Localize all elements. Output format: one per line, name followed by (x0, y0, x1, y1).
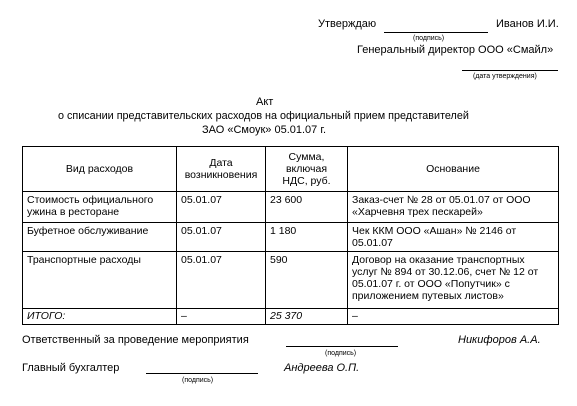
cell-date: 05.01.07 (177, 192, 266, 223)
cell-amount: 590 (266, 252, 348, 309)
header-line: возникновения (184, 169, 258, 181)
responsible-signature-line (286, 346, 398, 347)
cell-amount: 1 180 (266, 223, 348, 252)
accountant-name: Андреева О.П. (284, 362, 360, 374)
total-label: ИТОГО: (23, 309, 177, 325)
column-header-date (177, 147, 266, 192)
cell-line: Стоимость официального (27, 194, 154, 206)
total-date: – (177, 309, 266, 325)
header-line: включая (285, 163, 328, 175)
table-header-row (23, 147, 559, 192)
cell-line: Договор на оказание транспортных (352, 254, 525, 266)
approval-date-line (462, 70, 558, 71)
header-line: НДС, руб. (282, 175, 331, 187)
cell-expense-type (23, 192, 177, 223)
act-subtitle: о списании представительских расходов на официальный прием представителей (58, 110, 469, 122)
cell-basis (348, 223, 559, 252)
approver-signature-line (384, 32, 488, 33)
cell-line: 05.01.07 (352, 237, 393, 249)
total-basis: – (348, 309, 559, 325)
header-line: Сумма, (288, 151, 325, 163)
cell-line: Буфетное обслуживание (27, 225, 149, 237)
cell-date: 05.01.07 (177, 223, 266, 252)
cell-line: 05.01.07 г. от ООО «Попутчик» с (352, 278, 510, 290)
total-amount: 25 370 (266, 309, 348, 325)
cell-basis (348, 252, 559, 309)
responsible-signature-caption: (подпись) (325, 350, 357, 357)
accountant-signature-line (146, 373, 258, 374)
table-total-row (23, 309, 559, 325)
header-line: Основание (426, 163, 480, 175)
cell-line: Заказ-счет № 28 от 05.01.07 от ООО (352, 194, 531, 206)
approver-signature-caption: (подпись) (413, 35, 445, 42)
cell-expense-type (23, 252, 177, 309)
responsible-label: Ответственный за проведение мероприятия (22, 334, 249, 346)
cell-line: услуг № 894 от 30.12.06, счет № 12 от (352, 266, 539, 278)
act-company-date: ЗАО «Смоук» 05.01.07 г. (202, 124, 327, 136)
approval-date-caption: (дата утверждения) (473, 73, 537, 80)
cell-line: Транспортные расходы (27, 254, 141, 266)
column-header-amount (266, 147, 348, 192)
cell-date: 05.01.07 (177, 252, 266, 309)
cell-amount: 23 600 (266, 192, 348, 223)
table-row (23, 252, 559, 309)
accountant-signature-caption: (подпись) (182, 377, 214, 384)
cell-line: Чек ККМ ООО «Ашан» № 2146 от (352, 225, 517, 237)
column-header-expense-type (23, 147, 177, 192)
table-row (23, 192, 559, 223)
cell-line: приложением путевых листов» (352, 290, 504, 302)
cell-line: ужина в ресторане (27, 206, 120, 218)
act-title: Акт (256, 96, 274, 108)
header-line: Вид расходов (65, 163, 134, 175)
approver-name: Иванов И.И. (496, 18, 559, 30)
column-header-basis (348, 147, 559, 192)
cell-basis (348, 192, 559, 223)
table-row (23, 223, 559, 252)
cell-line: «Харчевня трех пескарей» (352, 206, 483, 218)
responsible-name: Никифоров А.А. (458, 334, 541, 346)
approver-position: Генеральный директор ООО «Смайл» (357, 44, 554, 56)
header-line: Дата (209, 157, 233, 169)
cell-expense-type (23, 223, 177, 252)
accountant-label: Главный бухгалтер (22, 362, 120, 374)
expenses-table (22, 146, 559, 325)
approve-label: Утверждаю (318, 18, 377, 30)
